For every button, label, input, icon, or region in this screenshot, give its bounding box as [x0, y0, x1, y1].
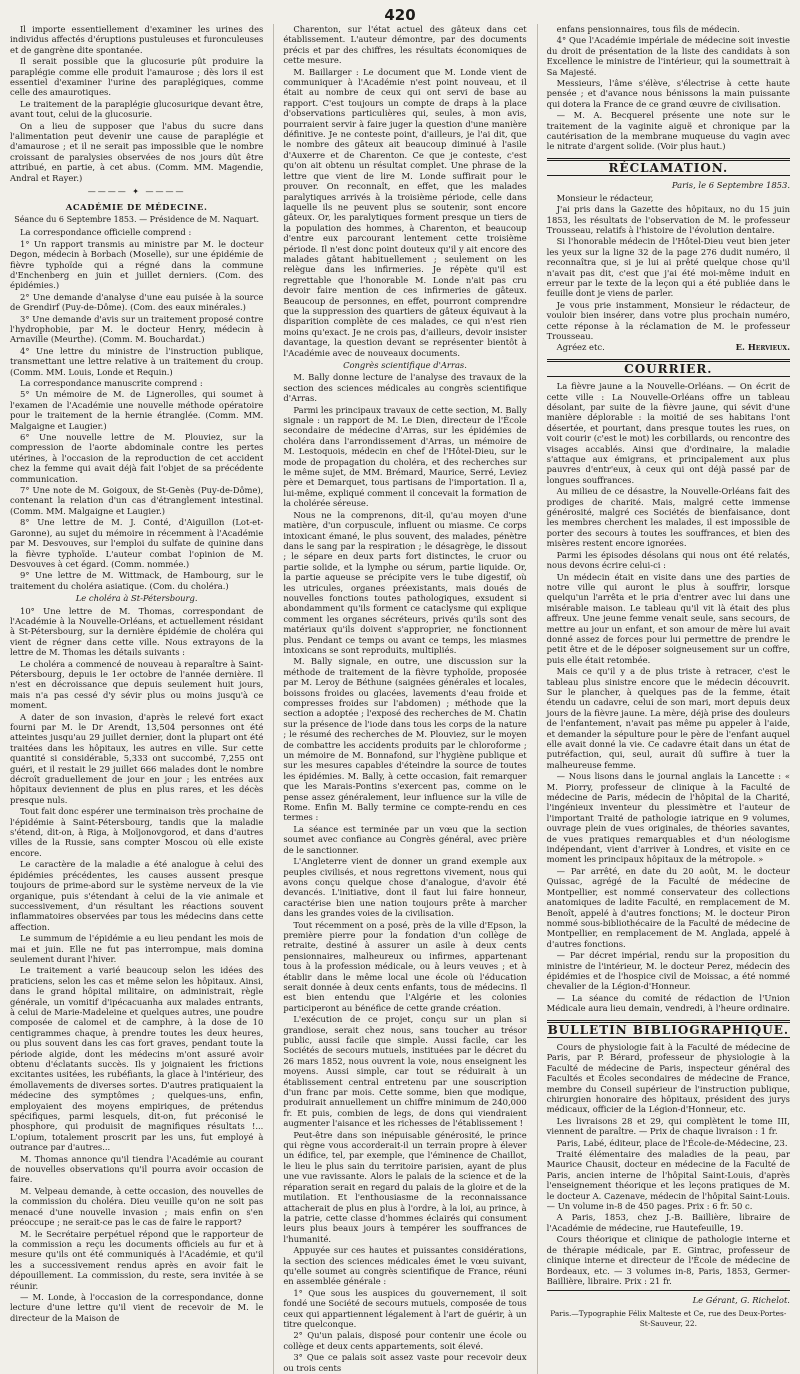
paragraph: 5° Un mémoire de M. de Lignerolles, qui soumet à l'examen de l'Académie une nouvelle méthode opératoire pour le traitement de la hernie étranglée. (Comm. MM. Malgaigne et Laugier.) [10, 389, 264, 431]
section-title-reclamation: RÉCLAMATION. [547, 158, 790, 176]
paragraph: Nous ne la comprenons, dit-il, qu'au moyen d'une matière, d'un corpuscule, influent ou miasme. Ce corps intoxicant émané, le plus souvent, des malades, pénètre dans le sang par la respiration ; le désagrège, le dissout ; le sépare en deux parts fort distinctes, le cruor ou partie solide, et la lymphe ou sérum, partie liquide. Or, la partie aqueuse se précipite vers le tube digestif, où les utricules, organes préexistants, mais doués de nouvelles fonctions toutes pathologiques, exsudent si abondamment qu'ils forment ce cataclysme qui explique comment les organes sécréteurs, privés qu'ils sont des matériaux qu'ils doivent s'approprier, ne fonctionnent plus. Pendant ce temps ou avant ce temps, les miasmes intoxicans se sont reproduits, multipliés. [283, 509, 527, 655]
paragraph: L'exécution de ce projet, conçu sur un plan si grandiose, serait chez nous, sans toucher au trésor public, aussi facile que simple. Aussi facile, car les Sociétés de secours mutuels, instituées par le décret du 26 mars 1852, nous ouvrent la voie, nous enseignent les moyens. Aussi simple, car tout se réduirait à un établissement central entretenu par une souscription d'un franc par mois. Cette somme, bien que modique, produirait annuellement un chiffre minimum de 240,000 fr. Et puis, combien de legs, de dons qui viendraient augmenter l'aisance et les richesses de l'établissement ! [283, 1014, 527, 1129]
paragraph: Il importe essentiellement d'examiner les urines des individus affectés d'éruptions pustuleuses et furonculeuses et de gangrène dite spontanée. [10, 24, 264, 55]
paragraph: — La séance du comité de rédaction de l'Union Médicale aura lieu demain, vendredi, à l'heure ordinaire. [546, 992, 790, 1014]
bibliography-item: Paris, Labé, éditeur, place de l'École-de-Médecine, 23. [556, 1137, 788, 1148]
salutation: Monsieur le rédacteur, [556, 192, 654, 203]
gerant-line: Le Gérant, G. Richelot. [692, 1295, 790, 1306]
paragraph: Le summum de l'épidémie a eu lieu pendant les mois de mai et juin. Elle ne fut pas interrompue, mais domina seulement durant l'hiver. [10, 933, 264, 964]
paragraph: Au milieu de ce désastre, la Nouvelle-Orléans fait des prodiges de charité. Mais, malgré cette immense générosité, malgré ces Sociétés de bienfaisance, dont les membres cherchent les malades, il est impossible de porter des secours à toutes les souffrances, et bien des misères restent encore ignorées. [546, 486, 790, 549]
ornament-divider: ———— ✦ ———— [87, 187, 186, 197]
paragraph: 7° Une note de M. Goigoux, de St-Genès (Puy-de-Dôme), contenant la relation d'un cas d'étranglement intestinal. (Comm. MM. Malgaigne et Laugier.) [10, 485, 264, 516]
paragraph: Tout fait donc espérer une terminaison très prochaine de l'épidémie à Saint-Pétersbourg, tandis que la maladie s'étend, dit-on, à Riga, à Moïjonovgorod, et dans d'autres villes de la Russie, sans compter Moscou où elle existe encore. [10, 806, 264, 858]
meeting-line: Séance du 6 Septembre 1853. — Présidence de M. Naquart. [14, 214, 260, 224]
paragraph: 4° Une lettre du ministre de l'instruction publique, transmettant une lettre relative à un traitement du croup. (Comm. MM. Louis, Londe et Requin.) [10, 345, 264, 377]
bibliography-item: Cours théorique et clinique de pathologie interne et de thérapie médicale, par E. Gintrac, professeur de clinique interne et directeur de l'École de médecine de Bordeaux, etc. — 3 volumes in-8, Paris, 1853, Germer-Baillière, libraire. Prix : 21 fr. [546, 1234, 790, 1286]
paragraph: La séance est terminée par un vœu que la section soumet avec confiance au Congrès général, avec prière de le sanctionner. [283, 823, 527, 855]
page-number: 420 [384, 6, 416, 24]
paragraph: 1° Que sous les auspices du gouvernement, il soit fondé une Société de secours mutuels, composée de tous ceux qui appartiennent légalement à l'art de guérir, à un titre quelconque. [283, 1287, 527, 1329]
paragraph: Charenton, sur l'état actuel des gâteux dans cet établissement. L'auteur démontre, par des documents précis et par des chiffres, les résultats économiques de cette mesure. [283, 24, 527, 66]
paragraph: 3° Une demande d'avis sur un traitement proposé contre l'hydrophobie, par M. le docteur Henry, médecin à Arnaville (Meurthe). (Comm. M. Bouchardat.) [10, 313, 264, 345]
section-title-academie: ACADÉMIE DE MÉDECINE. [65, 201, 208, 212]
column-right [537, 24, 790, 1374]
paragraph: Le traitement a varié beaucoup selon les idées des praticiens, selon les cas et même selon les hôpitaux. Ainsi, dans le grand hôpital militaire, on administrait, règle générale, un vomitif d'ipécacuanha aux malades entrants, à celui de Marie-Madeleine et quelques autres, une poudre composée de calomel et de camphre, à la dose de 10 centigrammes chaque, à prendre toutes les deux heures, ou plus souvent dans les cas fort graves, pendant toute la période algide, dont les médecins m'ont assuré avoir obtenu d'éclatants succès. Ils y joignaient les frictions excitantes usitées, les rubéfiants, la glace à l'intérieur, des émollavements de diverses sortes. D'autres pratiquaient la médecine des symptômes ; quelques-uns, enfin, employaient des moyens empiriques, de prétendus spécifiques, parmi lesquels, dit-on, fut préconisé le phosphore, qui produisit de magnifiques résultats !... L'opium, totalement proscrit par les uns, fut employé à outrance par d'autres... [10, 965, 264, 1153]
paragraph: 2° Qu'un palais, disposé pour contenir une école ou collège et deux cents appartements, soit élevé. [283, 1330, 527, 1351]
bibliography-item: A Paris, 1853, chez J.-B. Baillière, libraire de l'Académie de médecine, rue Hautefeuille, 19. [546, 1212, 790, 1233]
subhead-congres: Congrès scientifique d'Arras. [343, 360, 467, 370]
paragraph: 8° Une lettre de M. J. Conté, d'Aiguillon (Lot-et-Garonne), au sujet du mémoire in récemment à l'Académie par M. Desvouves, sur l'emploi du sulfate de quinine dans la fièvre typhoïde. L'auteur combat l'opinion de M. Desvouves à cet égard. (Comm. nommée.) [10, 517, 264, 569]
bibliography-item: Cours de physiologie fait à la Faculté de médecine de Paris, par P. Bérard, professeur de physiologie à la Faculté de médecine de Paris, inspecteur général des Facultés et Écoles secondaires de médecine de France, membre du Conseil supérieur de l'instruction publique, chirurgien honoraire des hôpitaux, président des jurys médicaux, officier de la Légion-d'Honneur, etc. [546, 1041, 790, 1115]
footer [547, 1290, 790, 1329]
paragraph: — M. Londe, à l'occasion de la correspondance, donne lecture d'une lettre qu'il vient de recevoir de M. le directeur de la Maison de [10, 1291, 264, 1323]
paragraph: Mais ce qu'il y a de plus triste à retracer, c'est le tableau plus sinistre encore que le médecin découvrit. Sur le plancher, à quelques pas de la femme, était étendu un cadavre, celui de son mari, mort depuis deux jours de la fièvre jaune. La mère, déjà prise des douleurs de l'enfantement, n'avait pas même pu appeler à l'aide, et demander la sépulture pour le père de l'enfant auquel elle avait donné la vie. Ce cadavre était dans un état de putréfaction, qui, seul, aurait dû suffire à tuer la malheureuse femme. [546, 666, 790, 770]
paragraph: M. Baillarger : Le document que M. Londe vient de communiquer à l'Académie n'est point nouveau, et il était au nombre de ceux qui ont servi de base au rapport. C'est toujours un compte de draps à la place d'observations particulières qui, seules, à mon avis, pourraient servir à faire juger la question d'une manière définitive. Je ne conteste point, d'ailleurs, je l'ai dit, que le nombre des gâteux ait beaucoup diminué à l'asile d'Auxerre et de Charenton. Ce que je conteste, c'est qu'on ait obtenu un résultat complet. Une phrase de la lettre que vient de lire M. Londe suffirait pour le prouver. On reconnaît, en effet, que les malades paralytiques arrivés à la troisième période, celle dans laquelle ils ne peuvent plus se soutenir, sont encore gâteux. Or, les paralytiques forment presque un tiers de la population des hommes, à Charenton, et beaucoup d'entre eux parcourant lentement cette troisième période. Il n'est donc point douteux qu'il y ait encore des malades gâtant habituellement ; seulement on les relègue dans les infirmeries. Je répète qu'il est regrettable que l'honorable M. Londe n'ait pas cru devoir faire mention de ces infirmeries de gâteux. Beaucoup de personnes, en effet, pourront comprendre que la suppression des quartiers de gâteux équivaut à la disparition complète de ces malades, ce qui n'est rien moins qu'exact. Je ne crois pas, d'ailleurs, devoir insister davantage, la question devant se représenter bientôt à l'Académie avec de nouveaux documents. [283, 66, 527, 358]
paragraph: Messieurs, l'âme s'élève, s'électrise à cette haute pensée ; et d'avance nous bénissons la main puissante qui dotera la France de ce grand œuvre de civilisation. [546, 78, 790, 109]
paragraph: 2° Une demande d'analyse d'une eau puisée à la source de Grendirf (Puy-de-Dôme). (Com. des eaux minérales.) [10, 291, 264, 313]
paragraph: La correspondance officielle comprend : [20, 227, 192, 238]
paragraph: 10° Une lettre de M. Thomas, correspondant de l'Académie à la Nouvelle-Orléans, et actuellement résidant à St-Pétersbourg, sur la dernière épidémie de choléra qui vient de régner dans cette ville. Nous extrayons de la lettre de M. Thomas les détails suivants : [10, 605, 264, 658]
paragraph: A dater de son invasion, d'après le relevé fort exact fourni par M. le Dr Arendt, 13,504 personnes ont été atteintes jusqu'au 29 juillet dernier, dont la plupart ont été traitées dans les hôpitaux, les autres en ville. Sur cette quantité si considérable, 5,333 ont succombé, 7,255 ont guéri, et il restait le 29 juillet 666 malades dont le nombre décroît graduellement de jour en jour ; les entrées aux hôpitaux deviennent de plus en plus rares, et les décès presque nuls. [10, 711, 264, 805]
paragraph: — Nous lisons dans le journal anglais la Lancette : « M. Piorry, professeur de clinique à la Faculté de médecine de Paris, médecin de l'hôpital de la Charité, l'ingénieux inventeur du plessimètre et l'auteur de l'important Traité de pathologie iatrique en 9 volumes, ouvrage plein de vues originales, de théories savantes, de vues pratiques remarquables et d'un néologisme indépendant, vient d'arriver à Londres, et visite en ce moment les principaux hôpitaux de la métropole. » [546, 771, 790, 865]
paragraph: Le caractère de la maladie a été analogue à celui des épidémies précédentes, les causes aussent presque toujours de prime-abord sur le système nerveux de la vie organique, puis s'étendant à celui de la vie animale et successivement, d'un résultant les réactions souvent inflammatoires observées par tous les médecins dans cette affection. [10, 859, 264, 932]
paragraph: M. Velpeau demande, à cette occasion, des nouvelles de la commission du choléra. Dieu veuille qu'on ne soit pas menacé d'une nouvelle invasion ; mais enfin on s'en préoccupe ; ne serait-ce pas le cas de faire le rapport? [10, 1185, 264, 1228]
paragraph: — Par arrêté, en date du 20 août, M. le docteur Quissac, agrégé de la Faculté de médecine de Montpellier, est nommé conservateur des collections anatomiques de ladite Faculté, en remplacement de M. Benoît, appelé à d'autres fonctions; M. le docteur Piron nommé sous-bibliothécaire de la Faculté de médecine de Montpellier, en remplacement de M. Anglada, appelé à d'autres fonctions. [546, 865, 790, 949]
paragraph: 4° Que l'Académie impériale de médecine soit investie du droit de présentation de la liste des candidats à son Excellence le ministre de l'intérieur, qui la soumettrait à Sa Majesté. [546, 35, 790, 77]
signature: E. Hervieux. [735, 342, 790, 353]
paragraph: enfans pensionnaires, tous fils de médecin. [556, 24, 740, 34]
paragraph: On a lieu de supposer que l'abus du sucre dans l'alimentation peut devenir une cause de paraplégie et d'amaurose ; et il ne serait pas impossible que le nombre croissant de paralysies observées de nos jours dût être attribué, en partie, à cet abus. (Comm. MM. Magendie, Andral et Rayer.) [10, 120, 264, 183]
columns [10, 24, 790, 1373]
paragraph: La fièvre jaune a la Nouvelle-Orléans. — On écrit de cette ville : La Nouvelle-Orléans offre un tableau désolant, par suite de la fièvre jaune, qui sévit d'une manière déplorable : la moitié de ses habitans l'ont désertée, et pourtant, dans presque toutes les rues, on voit courir (c'est le mot) les corbillards, ou rencontre des visages accablés. Ainsi que d'ordinaire, la maladie s'attaque aux émigrans, et principalement aux plus pauvres d'entr'eux, à ceux qui ont déjà passé par de longues souffrances. [546, 381, 790, 485]
paragraph: Appuyée sur ces hautes et puissantes considérations, la section des sciences médicales émet le vœu suivant, qu'elle soumet au congrès scientifique de France, réuni en assemblée générale : [283, 1245, 527, 1287]
paragraph: Parmi les épisodes désolans qui nous ont été relatés, nous devons écrire celui-ci : [546, 549, 790, 571]
paragraph: 9° Une lettre de M. Wittmack, de Hambourg, sur le traitement du choléra asiatique. (Com. du choléra.) [10, 570, 264, 591]
printer-line: Paris.—Typographie Félix Malteste et Ce, rue des Deux-Portes-St-Sauveur, 22. [550, 1308, 787, 1329]
paragraph: Le traitement de la paraplégie glucosurique devant être, avant tout, celui de la glucosurie. [10, 98, 264, 120]
paragraph: 1° Un rapport transmis au ministre par M. le docteur Degon, médecin à Borbach (Moselle), sur une épidémie de fièvre typhoïde qui a régné dans la commune d'Enchenberg en juin et juillet derniers. (Com. des épidémies.) [10, 238, 264, 291]
paragraph: Il serait possible que la glucosurie pût produire la paraplégie comme elle produit l'amaurose ; dès lors il est essentiel d'examiner l'urine des paraplégiques, comme celle des amaurotiques. [10, 56, 264, 98]
paragraph: Le choléra a commencé de nouveau à reparaître à Saint-Pétersbourg, depuis le 1er octobre de l'année dernière. Il n'est en décroissance que depuis seulement huit jours, mais n'a pas cessé d'y sévir plus ou moins jusqu'à ce moment. [10, 658, 264, 711]
paragraph: M. Bally signale, en outre, une discussion sur la méthode de traitement de la fièvre typhoïde, proposée par M. Leroy de Béthune (saignées générales et locales, boissons froides ou glacées, lavements d'eau froide et compresses froides sur l'abdomen) ; méthode que la section a adoptée ; l'exposé des recherches de M. Chatin sur la présence de l'iode dans tous les corps de la nature ; le résumé des recherches de M. Plouviez, sur le moyen de combattre les accidents produits par le chloroforme ; un mémoire de M. Bonnafond, sur l'hygiène publique et sur les mesures capables d'éteindre la source de toutes les épidémies. M. Bally, à cette occasion, fait remarquer que les Marais-Pontins s'exercent pas, comme on le pense assez généralement, leur influence sur la ville de Rome. Enfin M. Bally termine ce compte-rendu en ces termes : [283, 656, 527, 823]
paragraph: J'ai pris dans la Gazette des hôpitaux, no du 15 juin 1853, les résultats de l'observation de M. le professeur Trousseau, relatifs à l'histoire de l'évolution dentaire. [546, 204, 790, 235]
paragraph: 6° Une nouvelle lettre de M. Plouviez, sur la compression de l'aorte abdominale contre les pertes utérines, à l'occasion de la reproduction de cet accident chez la femme qui avait déjà fait l'objet de sa précédente communication. [10, 432, 264, 484]
paragraph: Tout récemment on a posé, près de la ville d'Epson, la première pierre pour la fondation d'un collège de retraite, destiné à assurer un asile à deux cents pensionnaires, malheureux ou infirmes, appartenant tous à la profession médicale, ou à leurs veuves ; et à établir dans le même local une école où l'éducation serait donnée à deux cents enfants, tous de médecins. Il est bien entendu que l'Algérie et les colonies participeront au bénéfice de cette grande création. [283, 919, 527, 1013]
paragraph: L'Angleterre vient de donner un grand exemple aux peuples civilisés, et nous regrettons vivement, nous qui avons conçu quelque chose d'analogue, d'avoir été devancés. L'initiative, dont il faut lui faire honneur, caractérise bien une nation toujours prête à marcher dans les grandes voies de la civilisation. [283, 856, 527, 919]
paragraph: Un médecin était en visite dans une des parties de notre ville qui auront le plus à souffrir, lorsque quelqu'un l'arrêta et le pria d'entrer avec lui dans une misérable maison. Le tableau qu'il vit là était des plus affreux. Une jeune femme venait seule, sans secours, de mettre au jour un enfant, et son amour de mère lui avait donné assez de forces pour lui permettre de prendre le petit être et de le déposer soigneusement sur un coffre, puis elle était retombée. [546, 571, 790, 665]
column-left [10, 24, 263, 1374]
paragraph: Je vous prie instamment, Monsieur le rédacteur, de vouloir bien insérer, dans votre plus prochain numéro, cette réponse à la réclamation de M. le professeur Trousseau. [546, 299, 790, 341]
signature-row [547, 342, 790, 352]
paragraph: — M. A. Becquerel présente une note sur le traitement de la vaginite aiguë et chronique par la cautérisation de la membrane muqueuse du vagin avec le nitrate d'argent solide. (Voir plus haut.) [546, 110, 790, 152]
paragraph: La correspondance manuscrite comprend : [20, 378, 203, 388]
section-title-bulletin: BULLETIN BIBLIOGRAPHIQUE. [547, 1020, 790, 1038]
paragraph: M. le Secrétaire perpétuel répond que le rapporteur de la commission a reçu les documents officiels au fur et à mesure qu'ils ont été communiqués à l'Académie, et qu'il les a successivement rendus après en avoir fait le dépouillement. La commission, du reste, sera invitée à se réunir. [10, 1228, 264, 1291]
dateline: Paris, le 6 Septembre 1853. [671, 180, 790, 191]
section-title-courrier: COURRIER. [547, 359, 790, 377]
paragraph: 3° Que ce palais soit assez vaste pour recevoir deux ou trois cents [283, 1352, 527, 1373]
paragraph: Peut-être dans son inépuisable générosité, le prince qui règne vous accorderait-il un terrain propre à élever un édifice, tel, par exemple, que l'éminence de Chaillot, le lieu le plus sain du territoire parisien, ayant de plus une vue ravissante. Alors le palais de la science et de la réparation serait en regard du palais de la gloire et de la mutilation. Et l'enthousiasme de la reconnaissance attacherait de plus en plus à l'ordre, à la loi, au prince, à la patrie, cette classe d'hommes éclairés qui consument leurs plus beaux jours à tempérer les souffrances de l'humanité. [283, 1129, 527, 1244]
paragraph: — Par décret impérial, rendu sur la proposition du ministre de l'intérieur, M. le docteur Perez, médecin des épidémies et de l'hospice civil de Moissac, a été nommé chevalier de la Légion-d'Honneur. [546, 950, 790, 992]
paragraph: Si l'honorable médecin de l'Hôtel-Dieu veut bien jeter les yeux sur la ligne 32 de la page 276 dudit numéro, il reconnaîtra que, si je lui ai prêté quelque chose qu'il n'avait pas dit, c'est que j'ai été moi-même induit en erreur par le texte de la leçon qui a été publiée dans le feuille dont je viens de parler. [546, 236, 790, 299]
paragraph: Parmi les principaux travaux de cette section, M. Bally signale : un rapport de M. Le Dien, directeur de l'École secondaire de médecine d'Arras, sur les épidémies de choléra dans l'arrondissement d'Arras, un mémoire de M. Lestoquois, médecin en chef de l'Hôtel-Dieu, sur le mode de propagation du choléra, et des recherches sur le même sujet, de MM. Brémard, Maurice, Serré, Leviez père et Demarquet, tous partisans de l'importation. Il a, lui-même, expliqué comment il concevait la formation de la cholérée séreuse. [283, 404, 527, 509]
bibliography-item: Traité élémentaire des maladies de la peau, par Maurice Chausit, docteur en médecine de la Faculté de Paris, ancien interne de l'hôpital Saint-Louis, d'après l'enseignement théorique et les leçons pratiques de M. le docteur A. Cazenave, médecin de l'hôpital Saint-Louis. — Un volume in-8 de 450 pages. Prix : 6 fr. 50 c. [546, 1149, 790, 1212]
paragraph: M. Bally donne lecture de l'analyse des travaux de la section des sciences médicales au congrès scientifique d'Arras. [283, 372, 527, 404]
paragraph: M. Thomas annonce qu'il tiendra l'Académie au courant de nouvelles observations qu'il pourra avoir occasion de faire. [10, 1153, 264, 1185]
column-middle [273, 24, 526, 1374]
closing: Agréez etc. [556, 342, 605, 353]
bibliography-item: Les livraisons 28 et 29, qui complètent le tome III, viennent de paraître. — Prix de chaque livraison : 1 fr. [546, 1115, 790, 1137]
subhead-cholera: Le choléra à St-Pétersbourg. [75, 593, 198, 604]
